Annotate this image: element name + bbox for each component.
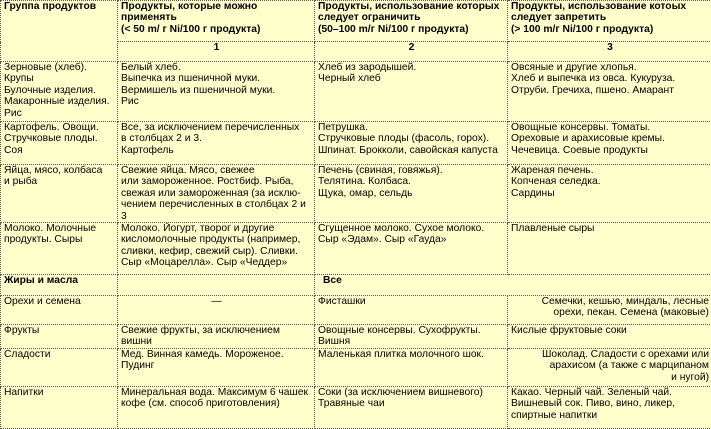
table-row xyxy=(1,62,711,122)
allowed-cell: Минеральная вода. Максимум 6 чашек кофе (см. способ приготовления) xyxy=(118,386,315,428)
forbidden-cell: Овсяные и другие хлопья. Хлеб и выпечка из овса. Кукуруза. Отруби. Гречиха, пшено. Амарант xyxy=(508,62,711,122)
header-group: Группа продуктов xyxy=(1,1,118,62)
allowed-cell: Молоко. Йогурт, творог и другие кисломолочные продукты (например, сливки, кефир, свежий сыр). Сливки. Сыр «Моцарелла». Сыр «Чеддер» xyxy=(118,223,315,275)
table-row xyxy=(1,122,711,165)
forbidden-cell: Плавленые сыры xyxy=(508,223,711,275)
allowed-cell: — xyxy=(118,296,315,325)
group-cell: Фрукты xyxy=(1,325,118,349)
table-row xyxy=(1,386,711,428)
column-number: 1 xyxy=(118,42,315,62)
column-number: 3 xyxy=(508,42,711,62)
column-number: 2 xyxy=(315,42,508,62)
forbidden-cell: Семечки, кешью, миндаль, лесные орехи, пекан. Семена (маковые) xyxy=(508,296,711,325)
table-row xyxy=(1,348,711,386)
limited-cell: Сгущенное молоко. Сухое молоко. Сыр «Эдам». Сыр «Гауда» xyxy=(315,223,508,275)
group-cell: Жиры и масла xyxy=(1,275,118,296)
table-row xyxy=(1,296,711,325)
limited-cell: Овощные консервы. Сухофрукты. Вишня xyxy=(315,325,508,349)
allowed-cell: Мед. Винная камедь. Мороженое. Пудинг xyxy=(118,348,315,386)
group-cell: Сладости xyxy=(1,348,118,386)
group-cell: Молоко. Молочные продукты. Сыры xyxy=(1,223,118,275)
limited-cell: Маленькая плитка молочного шок. xyxy=(315,348,508,386)
group-cell: Орехи и семена xyxy=(1,296,118,325)
limited-cell: Фисташки xyxy=(315,296,508,325)
fats-empty-cell xyxy=(118,275,315,296)
fats-all-cell: Все xyxy=(315,275,711,296)
forbidden-cell: Жареная печень. Копченая селедка. Сардины xyxy=(508,165,711,223)
header-forbidden: Продукты, использование котоых следует запретить (> 100 m/г Ni/100 г продукта) xyxy=(508,1,711,42)
table-row xyxy=(1,165,711,223)
limited-cell: Печень (свиная, говяжья). Телятина. Колбаса. Щука, омар, сельдь xyxy=(315,165,508,223)
forbidden-cell: Кислые фруктовые соки xyxy=(508,325,711,349)
forbidden-cell: Овощные консервы. Томаты. Ореховые и арахисовые кремы. Чечевица. Соевые продукты xyxy=(508,122,711,165)
group-cell: Зерновые (хлеб). Крупы Булочные изделия. Макаронные изделия. Рис xyxy=(1,62,118,122)
group-cell: Картофель. Овощи. Стручковые плоды. Соя xyxy=(1,122,118,165)
limited-cell: Петрушка. Стручковые плоды (фасоль, горох). Шпинат. Брокколи, савойская капуста xyxy=(315,122,508,165)
table-row xyxy=(1,325,711,349)
allowed-cell: Все, за исключением перечисленных в столбцах 2 и 3. Картофель xyxy=(118,122,315,165)
allowed-cell: Белый хлеб. Выпечка из пшеничной муки. Вермишель из пшеничной муки. Рис xyxy=(118,62,315,122)
header-allowed: Продукты, которые можно применять (< 50 m/ г Ni/100 г продукта) xyxy=(118,1,315,42)
header-limited: Продукты, использование которых следует ограничить (50–100 m/г Ni/100 г продукта) xyxy=(315,1,508,42)
group-cell: Яйца, мясо, колбаса и рыба xyxy=(1,165,118,223)
header-row xyxy=(1,1,711,42)
fats-row xyxy=(1,275,711,296)
group-cell: Напитки xyxy=(1,386,118,428)
table-row xyxy=(1,223,711,275)
forbidden-cell: Шоколад. Сладости с орехами или арахисом (а также с марципаном и нугой) xyxy=(508,348,711,386)
allowed-cell: Свежие фрукты, за исключением вишни xyxy=(118,325,315,349)
allowed-cell: Свежие яйца. Мясо, свежее или замороженное. Ростбиф. Рыба, свежая или замороженная (за исклю- чением перечисленных в столбцах 2 и 3 xyxy=(118,165,315,223)
limited-cell: Соки (за исключением вишневого) Травяные чаи xyxy=(315,386,508,428)
forbidden-cell: Какао. Черный чай. Зеленый чай. Вишневый сок. Пиво, вино, ликер, спиртные напитки xyxy=(508,386,711,428)
limited-cell: Хлеб из зародышей. Черный хлеб xyxy=(315,62,508,122)
